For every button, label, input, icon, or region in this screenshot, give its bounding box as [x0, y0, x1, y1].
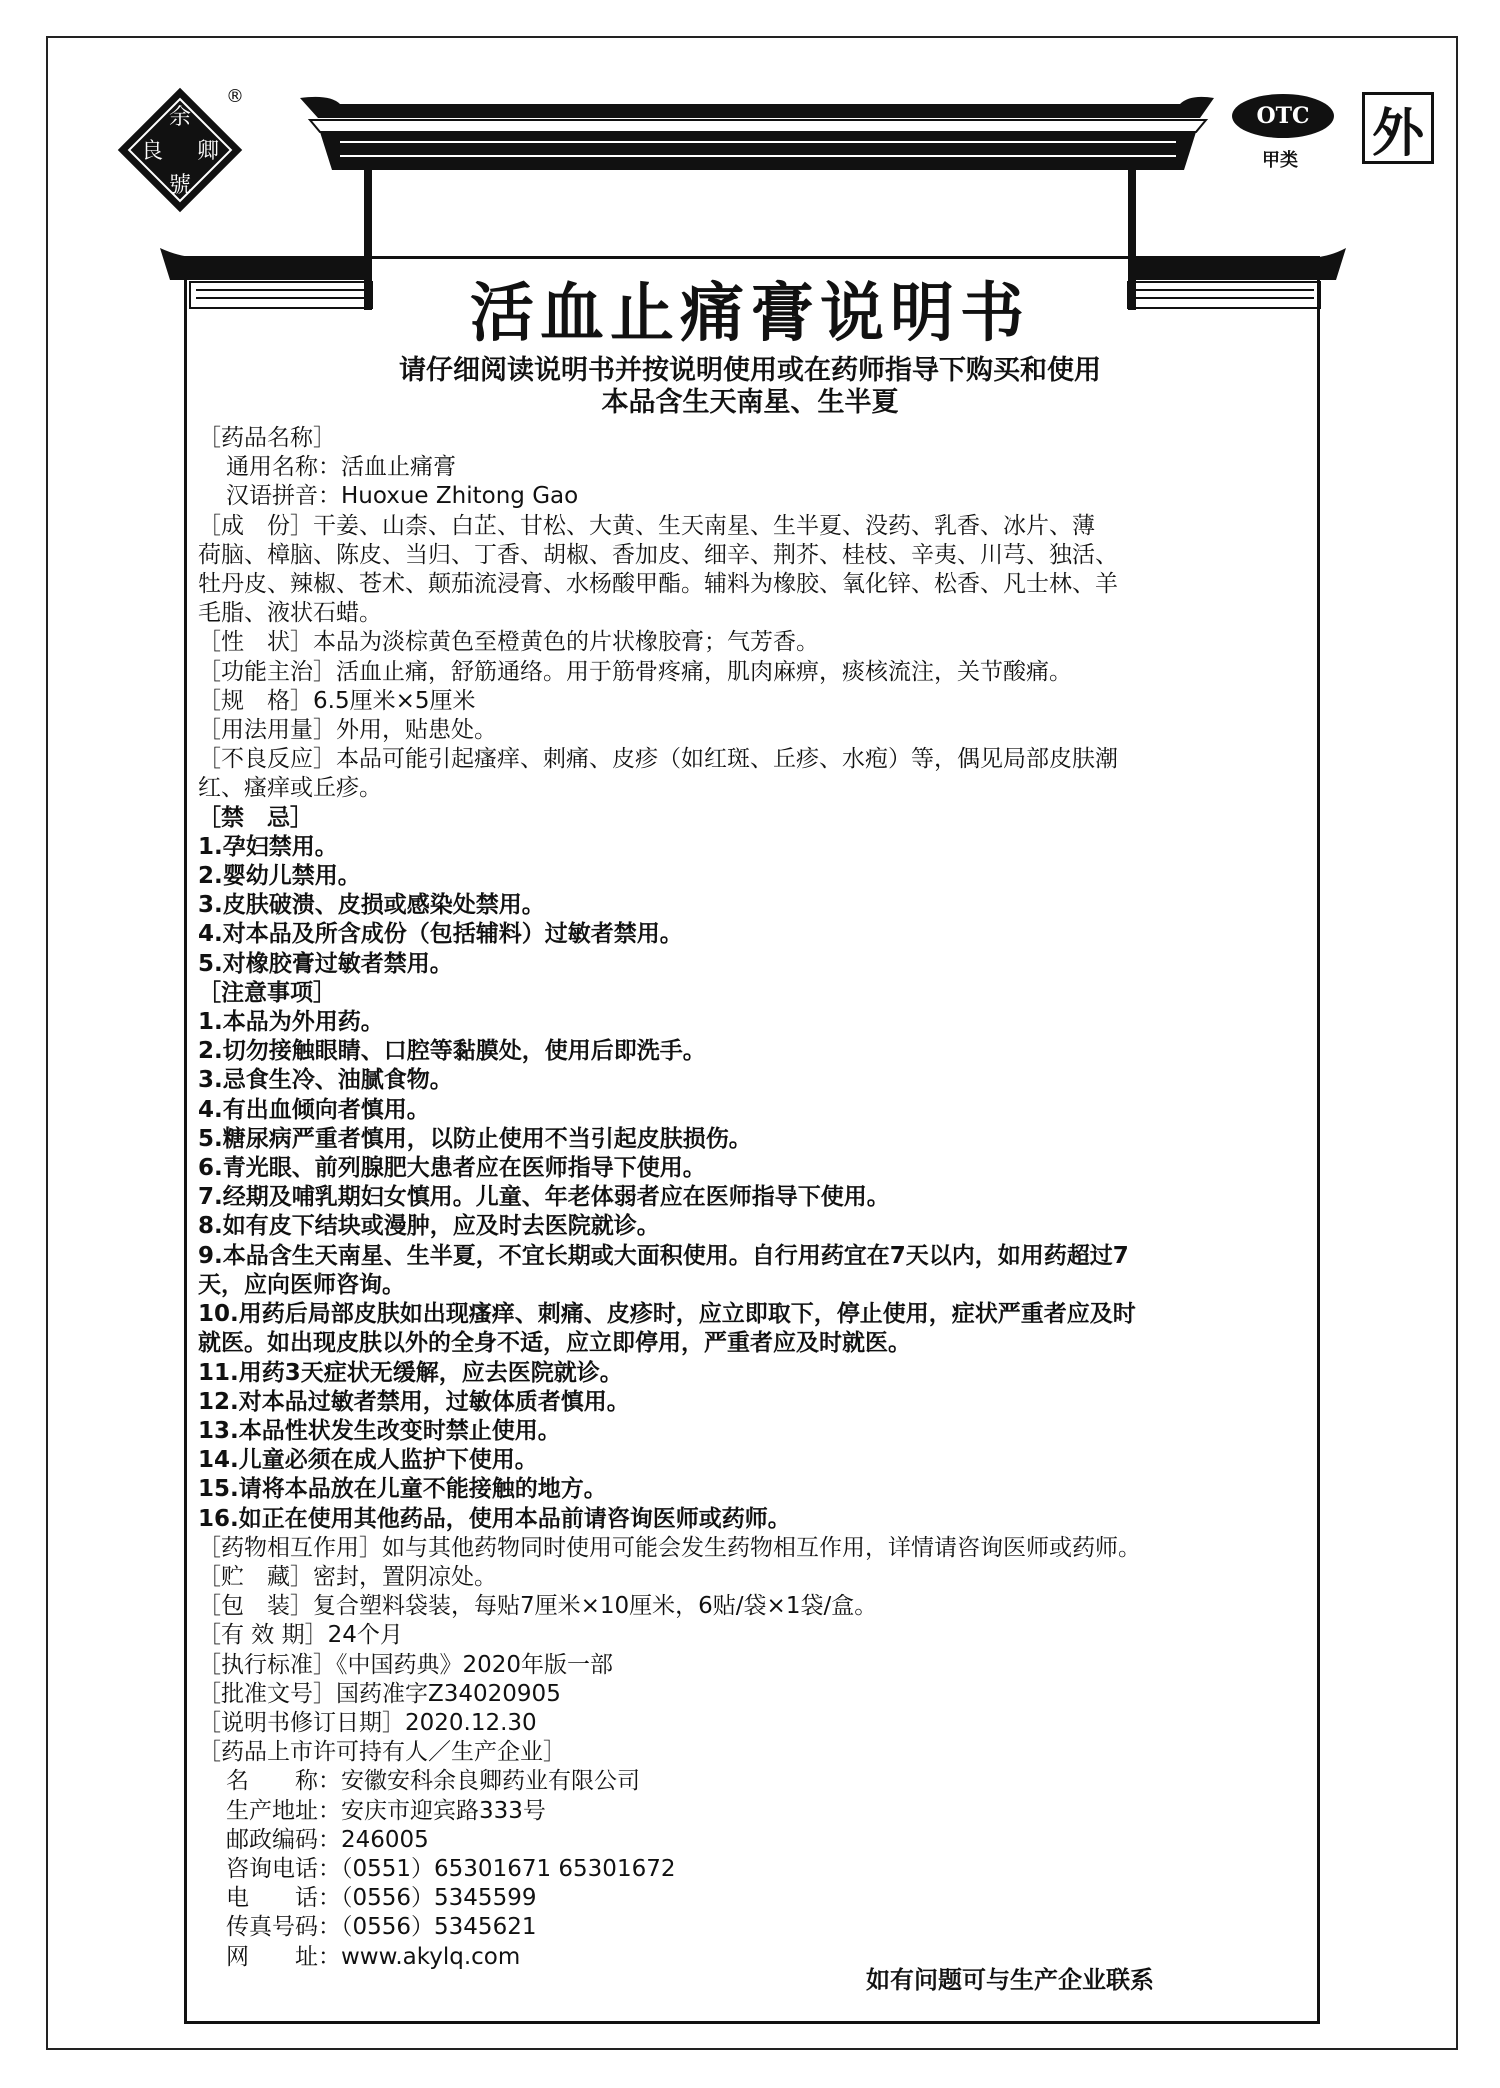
storage: ［贮 藏］密封，置阴凉处。	[198, 1563, 497, 1590]
precaution-item: 7.经期及哺乳期妇女慎用。儿童、年老体弱者应在医师指导下使用。	[198, 1184, 890, 1211]
postal-code: 邮政编码：246005	[226, 1826, 429, 1853]
precaution-item: 8.如有皮下结块或漫肿，应及时去医院就诊。	[198, 1213, 660, 1240]
contraindications-header: ［禁 忌］	[198, 804, 313, 831]
company-name: 名 称：安徽安科余良卿药业有限公司	[226, 1768, 640, 1795]
precaution-item: 6.青光眼、前列腺肥大患者应在医师指导下使用。	[198, 1155, 706, 1182]
company-address: 生产地址：安庆市迎宾路333号	[226, 1797, 546, 1824]
ingredient-warning: 本品含生天南星、生半夏	[601, 387, 899, 418]
revision-date: ［说明书修订日期］2020.12.30	[198, 1709, 537, 1736]
precaution-item: 11.用药3天症状无缓解，应去医院就诊。	[198, 1359, 623, 1386]
ingredients-line: ［成 份］干姜、山柰、白芷、甘松、大黄、生天南星、生半夏、没药、乳香、冰片、薄	[198, 512, 1095, 539]
otc-badge: OTC	[1232, 94, 1334, 138]
ingredients-line: 荷脑、樟脑、陈皮、当归、丁香、胡椒、香加皮、细辛、荆芥、桂枝、辛夷、川芎、独活、	[198, 541, 1118, 568]
appearance: ［性 状］本品为淡棕黄色至橙黄色的片状橡胶膏；气芳香。	[198, 629, 819, 656]
adverse-reactions: ［不良反应］本品可能引起瘙痒、刺痛、皮疹（如红斑、丘疹、水疱）等，偶见局部皮肤潮	[198, 746, 1118, 773]
consult-phone: 咨询电话：（0551）65301671 65301672	[226, 1855, 676, 1882]
contraindication-item: 5.对橡胶膏过敏者禁用。	[198, 950, 453, 977]
registered-mark: ®	[226, 86, 244, 107]
precaution-item: 4.有出血倾向者慎用。	[198, 1096, 430, 1123]
contraindication-item: 3.皮肤破溃、皮损或感染处禁用。	[198, 892, 545, 919]
section-drug-name-header: ［药品名称］	[198, 425, 336, 451]
precaution-item: 9.本品含生天南星、生半夏，不宜长期或大面积使用。自行用药宜在7天以内，如用药超过7	[198, 1242, 1129, 1269]
standard: ［执行标准］《中国药典》2020年版一部	[198, 1651, 614, 1678]
precaution-item: 天，应向医师咨询。	[198, 1271, 405, 1298]
contact-note: 如有问题可与生产企业联系	[866, 1966, 1154, 1994]
precaution-item: 16.如正在使用其他药品，使用本品前请咨询医师或药师。	[198, 1505, 791, 1532]
precaution-item: 5.糖尿病严重者慎用，以防止使用不当引起皮肤损伤。	[198, 1125, 752, 1152]
package: ［包 装］复合塑料袋装，每贴7厘米×10厘米，6贴/袋×1袋/盒。	[198, 1593, 878, 1620]
generic-name: 通用名称：活血止痛膏	[226, 454, 456, 481]
precaution-item: 就医。如出现皮肤以外的全身不适，应立即停用，严重者应及时就医。	[198, 1330, 911, 1357]
specification: ［规 格］6.5厘米×5厘米	[198, 687, 476, 714]
phone: 电 话：（0556）5345599	[226, 1885, 537, 1912]
precaution-item: 1.本品为外用药。	[198, 1009, 384, 1036]
precaution-item: 14.儿童必须在成人监护下使用。	[198, 1447, 538, 1474]
pinyin-name: 汉语拼音：Huoxue Zhitong Gao	[226, 483, 579, 510]
svg-text:良: 良	[140, 139, 164, 164]
indications: ［功能主治］活血止痛，舒筋通络。用于筋骨疼痛，肌肉麻痹，痰核流注，关节酸痛。	[198, 658, 1072, 685]
precaution-item: 15.请将本品放在儿童不能接触的地方。	[198, 1476, 607, 1503]
holder-header: ［药品上市许可持有人／生产企业］	[198, 1739, 566, 1766]
instructions-body	[198, 424, 1310, 1972]
adverse-reactions: 红、瘙痒或丘疹。	[198, 775, 382, 802]
ingredients-line: 毛脂、液状石蜡。	[198, 600, 382, 627]
reading-warning: 请仔细阅读说明书并按说明使用或在药师指导下购买和使用	[399, 355, 1101, 386]
contraindication-item: 2.婴幼儿禁用。	[198, 863, 361, 890]
validity: ［有 效 期］24个月	[198, 1622, 403, 1649]
precaution-item: 13.本品性状发生改变时禁止使用。	[198, 1417, 561, 1444]
drug-interactions: ［药物相互作用］如与其他药物同时使用可能会发生药物相互作用，详情请咨询医师或药师。	[198, 1534, 1141, 1561]
precaution-item: 3.忌食生冷、油腻食物。	[198, 1067, 453, 1094]
svg-text:余: 余	[168, 105, 192, 130]
precaution-item: 12.对本品过敏者禁用，过敏体质者慎用。	[198, 1388, 630, 1415]
precaution-item: 10.用药后局部皮肤如出现瘙痒、刺痛、皮疹时，应立即取下，停止使用，症状严重者应及时	[198, 1301, 1136, 1328]
ingredients-line: 牡丹皮、辣椒、苍术、颠茄流浸膏、水杨酸甲酯。辅料为橡胶、氧化锌、松香、凡士林、羊	[198, 571, 1118, 598]
external-use-tag: 外	[1362, 92, 1434, 164]
svg-text:號: 號	[168, 173, 192, 198]
contraindication-item: 4.对本品及所含成份（包括辅料）过敏者禁用。	[198, 921, 683, 948]
fax: 传真号码：（0556）5345621	[226, 1914, 537, 1941]
precautions-header: ［注意事项］	[198, 979, 336, 1006]
svg-text:卿: 卿	[196, 139, 220, 164]
dosage: ［用法用量］外用，贴患处。	[198, 717, 497, 744]
approval-number: ［批准文号］国药准字Z34020905	[198, 1680, 561, 1707]
precaution-item: 2.切勿接触眼睛、口腔等黏膜处，使用后即洗手。	[198, 1038, 706, 1065]
contraindication-item: 1.孕妇禁用。	[198, 833, 338, 860]
otc-class-label: 甲类	[1262, 150, 1298, 171]
document-title: 活血止痛膏说明书	[470, 276, 1030, 351]
website: 网 址：www.akylq.com	[226, 1943, 521, 1970]
